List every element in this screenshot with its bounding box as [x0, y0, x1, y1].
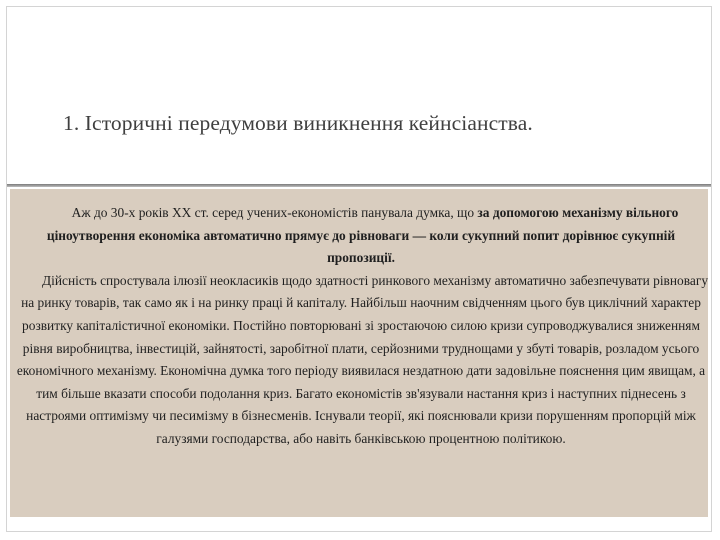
content-area [10, 189, 708, 517]
title-divider [7, 184, 711, 187]
paragraph-2-text: Дійсність спростувала ілюзії неокласиків щодо здатності ринкового механізму автоматично забезпечувати рівновагу на ринку товарів, так само як і на ринку праці й капіталу. Найбільш наочним свідченням цього був циклічний характер розвитку капіталістичної економіки. Постійно повторювані зі зростаючою силою кризи супроводжувалися зниженням рівня виробництва, інвестицій, зайнятості, заробітної плати, серйозними труднощами у збуті товарів, розладом усього економічного механізму. Економічна думка того періоду виявилася нездатною дати задовільне пояснення цим явищам, а тим більше вказати способи подолання криз. Багато економістів зв'язували настання криз і наступних піднесень з настроями оптимізму чи песимізму в бізнесменів. Існували теорії, які пояснювали кризи порушенням пропорцій між галузями господарства, або навіть банківською процентною політикою. [16, 272, 709, 446]
slide-title: 1. Історичні передумови виникнення кейнсіанства. [63, 111, 533, 135]
title-area [7, 7, 713, 185]
paragraph-1-text: Аж до 30-х років ХХ ст. серед учених-економістів панувала думка, що [71, 205, 478, 220]
slide [6, 6, 712, 532]
body-text [12, 202, 710, 451]
paragraph-1-bold-text: за допомогою механізму вільного ціноутворення економіка автоматично прямує до рівноваги — коли сукупний попит дорівнює сукупній пропозиції. [46, 205, 679, 266]
paragraph-1 [12, 202, 710, 270]
paragraph-2 [12, 270, 710, 451]
